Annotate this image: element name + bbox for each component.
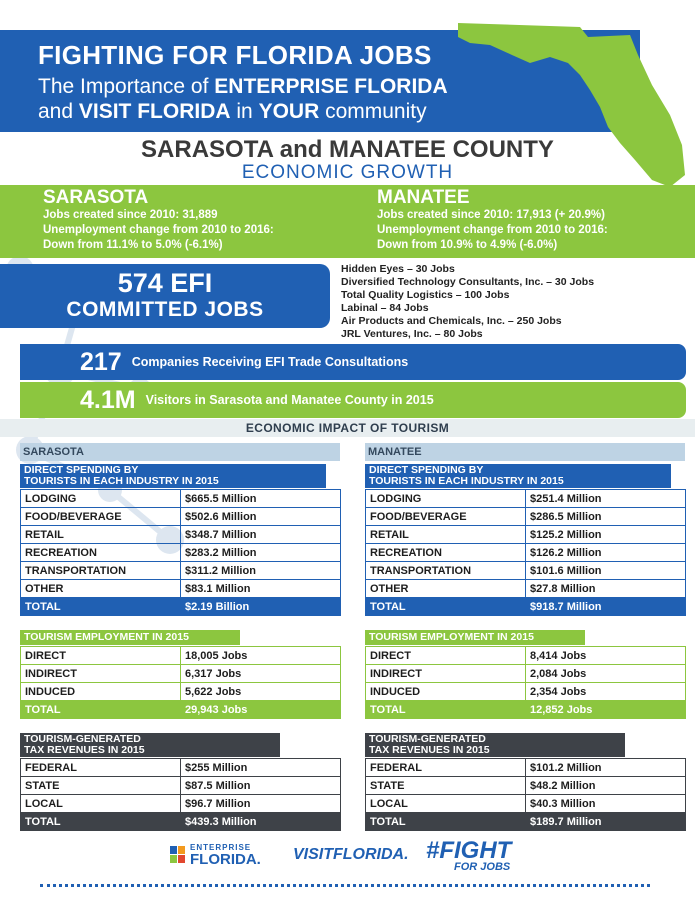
manatee-unemployment: Unemployment change from 2010 to 2016: <box>377 224 608 236</box>
manatee-employment-heading: TOURISM EMPLOYMENT IN 2015 <box>365 630 585 645</box>
enterprise-florida-logo: ENTERPRISE FLORIDA. <box>170 843 261 867</box>
manatee-area-label: MANATEE <box>365 443 685 461</box>
sarasota-employment-heading: TOURISM EMPLOYMENT IN 2015 <box>20 630 240 645</box>
manatee-growth <box>377 188 608 253</box>
table-row: STATE $48.2 Million <box>366 777 686 795</box>
trade-consultations-bar <box>20 344 686 380</box>
sarasota-unemployment: Unemployment change from 2010 to 2016: <box>43 224 274 236</box>
table-total-row: TOTAL 12,852 Jobs <box>366 701 686 719</box>
table-row: OTHER $83.1 Million <box>21 580 341 598</box>
table-row: LOCAL $40.3 Million <box>366 795 686 813</box>
list-item: Air Products and Chemicals, Inc. – 250 Jobs <box>341 315 562 327</box>
table-row: FEDERAL $255 Million <box>21 759 341 777</box>
table-row: TRANSPORTATION $311.2 Million <box>21 562 341 580</box>
sarasota-tax-heading: TOURISM-GENERATED TAX REVENUES IN 2015 <box>20 733 280 757</box>
manatee-tax-heading: TOURISM-GENERATED TAX REVENUES IN 2015 <box>365 733 625 757</box>
impact-title: ECONOMIC IMPACT OF TOURISM <box>0 419 695 437</box>
visitors-text: Visitors in Sarasota and Manatee County in 2015 <box>145 393 434 407</box>
page-subtitle: The Importance of ENTERPRISE FLORIDA and VISIT FLORIDA in YOUR community <box>38 75 448 123</box>
efi-label: COMMITTED JOBS <box>66 298 264 321</box>
table-row: TRANSPORTATION $101.6 Million <box>366 562 686 580</box>
manatee-growth-heading: MANATEE <box>377 187 470 208</box>
list-item: Hidden Eyes – 30 Jobs <box>341 263 455 275</box>
list-item: JRL Ventures, Inc. – 80 Jobs <box>341 328 483 340</box>
table-row: LODGING $251.4 Million <box>366 490 686 508</box>
efi-number: 574 EFI <box>117 268 213 298</box>
visitors-bar <box>20 382 686 418</box>
table-row: INDUCED 2,354 Jobs <box>366 683 686 701</box>
table-row: INDIRECT 2,084 Jobs <box>366 665 686 683</box>
trade-consultations-text: Companies Receiving EFI Trade Consultations <box>131 355 409 369</box>
footer-divider <box>40 884 650 887</box>
table-row: LOCAL $96.7 Million <box>21 795 341 813</box>
sarasota-spending-table <box>20 489 341 616</box>
list-item: Total Quality Logistics – 100 Jobs <box>341 289 510 301</box>
table-total-row: TOTAL $439.3 Million <box>21 813 341 831</box>
table-row: DIRECT 8,414 Jobs <box>366 647 686 665</box>
table-total-row: TOTAL $918.7 Million <box>366 598 686 616</box>
visitors-number: 4.1M <box>80 385 136 414</box>
visit-florida-logo: VISITFLORIDA. <box>293 846 409 863</box>
table-row: FOOD/BEVERAGE $502.6 Million <box>21 508 341 526</box>
table-row: FEDERAL $101.2 Million <box>366 759 686 777</box>
table-row: STATE $87.5 Million <box>21 777 341 795</box>
efi-mark-icon <box>170 846 186 864</box>
table-row: LODGING $665.5 Million <box>21 490 341 508</box>
table-row: OTHER $27.8 Million <box>366 580 686 598</box>
table-row: INDIRECT 6,317 Jobs <box>21 665 341 683</box>
sarasota-unemployment-change: Down from 11.1% to 5.0% (-6.1%) <box>43 239 223 251</box>
region-subtitle: ECONOMIC GROWTH <box>241 162 454 183</box>
manatee-tax-table <box>365 758 686 831</box>
sarasota-growth <box>43 188 274 253</box>
list-item: Diversified Technology Consultants, Inc. – 30 Jobs <box>341 276 595 288</box>
table-row: FOOD/BEVERAGE $286.5 Million <box>366 508 686 526</box>
sarasota-area-label: SARASOTA <box>20 443 340 461</box>
efi-company-list <box>341 263 594 341</box>
table-row: INDUCED 5,622 Jobs <box>21 683 341 701</box>
page-title: FIGHTING FOR FLORIDA JOBS <box>38 40 432 70</box>
list-item: Labinal – 84 Jobs <box>341 302 429 314</box>
region-title: SARASOTA and MANATEE COUNTY <box>141 136 554 163</box>
manatee-spending-heading: DIRECT SPENDING BY TOURISTS IN EACH INDUSTRY IN 2015 <box>365 464 671 488</box>
sarasota-spending-heading: DIRECT SPENDING BY TOURISTS IN EACH INDUSTRY IN 2015 <box>20 464 326 488</box>
fight-for-jobs-logo: #FIGHT FOR JOBS <box>426 837 512 873</box>
sarasota-jobs: Jobs created since 2010: 31,889 <box>43 209 218 221</box>
manatee-employment-table <box>365 646 686 719</box>
table-row: RETAIL $125.2 Million <box>366 526 686 544</box>
sarasota-tax-table <box>20 758 341 831</box>
table-total-row: TOTAL 29,943 Jobs <box>21 701 341 719</box>
table-total-row: TOTAL $2.19 Billion <box>21 598 341 616</box>
sarasota-employment-table <box>20 646 341 719</box>
table-row: RECREATION $126.2 Million <box>366 544 686 562</box>
trade-consultations-number: 217 <box>80 347 122 376</box>
manatee-jobs: Jobs created since 2010: 17,913 (+ 20.9%) <box>377 209 605 221</box>
table-row: RETAIL $348.7 Million <box>21 526 341 544</box>
manatee-spending-table <box>365 489 686 616</box>
table-row: RECREATION $283.2 Million <box>21 544 341 562</box>
sarasota-growth-heading: SARASOTA <box>43 187 149 208</box>
efi-committed-jobs <box>0 264 330 328</box>
manatee-unemployment-change: Down from 10.9% to 4.9% (-6.0%) <box>377 239 558 251</box>
table-total-row: TOTAL $189.7 Million <box>366 813 686 831</box>
table-row: DIRECT 18,005 Jobs <box>21 647 341 665</box>
